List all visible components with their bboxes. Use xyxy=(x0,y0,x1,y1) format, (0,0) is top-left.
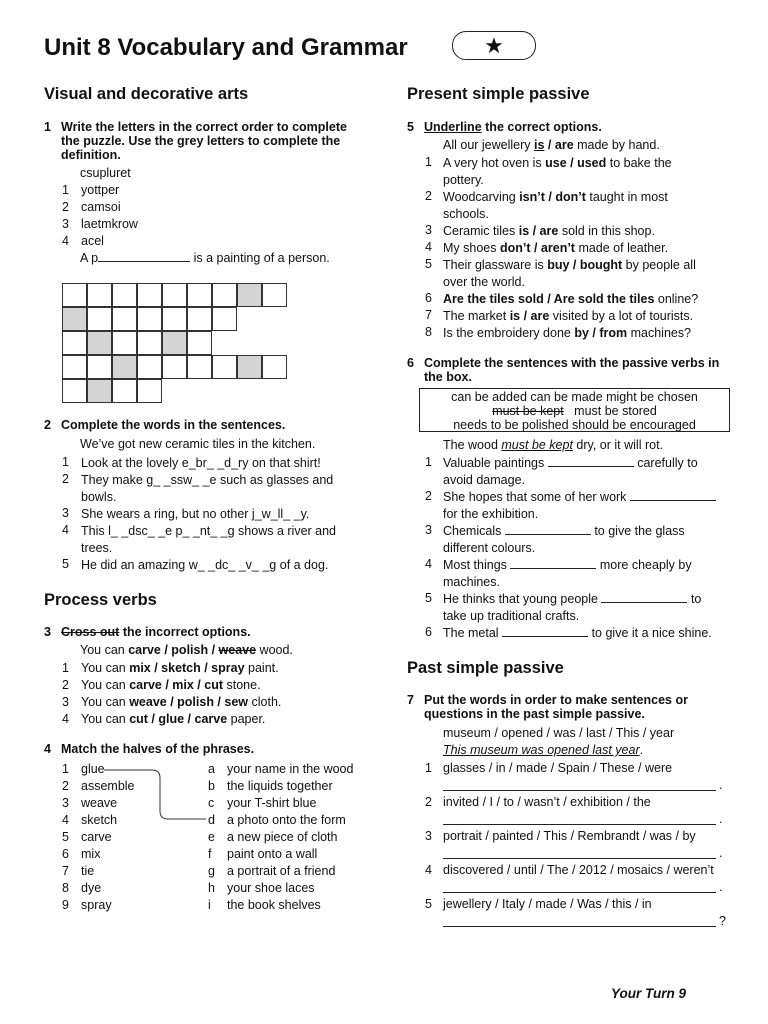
crossword-cell[interactable] xyxy=(187,307,212,331)
answer-line-end: . xyxy=(719,812,723,826)
crossword-cell[interactable] xyxy=(237,283,262,307)
crossword-cell[interactable] xyxy=(162,355,187,379)
ex2-instruction: 2 Complete the words in the sentences. xyxy=(44,418,286,432)
crossword-cell[interactable] xyxy=(87,307,112,331)
answer-line[interactable] xyxy=(443,892,716,893)
ex1-definition: A p is a painting of a person. xyxy=(80,251,330,265)
answer-blank[interactable] xyxy=(502,625,588,637)
crossword-cell[interactable] xyxy=(137,307,162,331)
star-icon: ★ xyxy=(484,33,504,58)
section-heading-visual-arts: Visual and decorative arts xyxy=(44,85,249,103)
crossword-cell[interactable] xyxy=(162,307,187,331)
answer-blank[interactable] xyxy=(510,557,596,569)
crossword-cell[interactable] xyxy=(62,379,87,403)
answer-line-end: . xyxy=(719,778,723,792)
crossword-cell[interactable] xyxy=(212,283,237,307)
ex7-instruction: 7 Put the words in order to make sentences or questions in the past simple passive. xyxy=(407,693,688,721)
ex6-instruction: 6 Complete the sentences with the passive verbs in the box. xyxy=(407,356,720,384)
crossword-grid xyxy=(62,283,294,404)
page-title: Unit 8 Vocabulary and Grammar xyxy=(44,34,408,61)
ex3-instruction: 3 Cross out the incorrect options. xyxy=(44,625,251,639)
crossword-cell[interactable] xyxy=(137,331,162,355)
answer-line[interactable] xyxy=(443,926,716,927)
ex3-example: You can carve / polish / weave wood. xyxy=(80,643,293,657)
crossword-cell[interactable] xyxy=(187,355,212,379)
crossword-cell[interactable] xyxy=(62,331,87,355)
ex5-example: All our jewellery is / are made by hand. xyxy=(443,138,660,152)
ex2-example: We’ve got new ceramic tiles in the kitchen. xyxy=(80,437,316,451)
crossword-cell[interactable] xyxy=(212,355,237,379)
answer-line[interactable] xyxy=(443,858,716,859)
ex1-instruction: 1 Write the letters in the correct order to complete the puzzle. Use the grey letters to complete the definition. xyxy=(44,120,347,162)
crossword-cell[interactable] xyxy=(87,379,112,403)
crossword-cell[interactable] xyxy=(62,307,87,331)
star-badge xyxy=(452,31,536,60)
crossword-cell[interactable] xyxy=(62,355,87,379)
crossword-cell[interactable] xyxy=(137,355,162,379)
crossword-cell[interactable] xyxy=(212,307,237,331)
crossword-cell[interactable] xyxy=(112,331,137,355)
section-heading-past-passive: Past simple passive xyxy=(407,659,564,677)
section-heading-present-passive: Present simple passive xyxy=(407,85,590,103)
crossword-cell[interactable] xyxy=(112,307,137,331)
answer-blank[interactable] xyxy=(548,455,634,467)
footer-brand: Your Turn 9 xyxy=(610,986,686,1001)
ex6-example: The wood must be kept dry, or it will rot. xyxy=(443,438,664,452)
answer-line-end: . xyxy=(719,880,723,894)
crossword-cell[interactable] xyxy=(137,379,162,403)
answer-blank[interactable] xyxy=(505,523,591,535)
crossword-cell[interactable] xyxy=(187,331,212,355)
crossword-cell[interactable] xyxy=(62,283,87,307)
crossword-cell[interactable] xyxy=(137,283,162,307)
crossword-cell[interactable] xyxy=(162,283,187,307)
ex5-instruction: 5 Underline the correct options. xyxy=(407,120,602,134)
ex7-example-words: museum / opened / was / last / This / year xyxy=(443,726,675,740)
crossword-cell[interactable] xyxy=(262,355,287,379)
crossword-cell[interactable] xyxy=(262,283,287,307)
ex7-example-answer: This museum was opened last year. xyxy=(443,743,644,757)
answer-blank[interactable] xyxy=(601,591,687,603)
crossword-cell[interactable] xyxy=(112,283,137,307)
answer-line[interactable] xyxy=(443,824,716,825)
answer-blank[interactable] xyxy=(630,489,716,501)
crossword-cell[interactable] xyxy=(162,331,187,355)
ex4-instruction: 4 Match the halves of the phrases. xyxy=(44,742,255,756)
answer-line-end: ? xyxy=(719,914,726,928)
crossword-cell[interactable] xyxy=(237,355,262,379)
ex1-example: csupluret xyxy=(80,166,131,180)
match-connector-line xyxy=(100,766,210,826)
crossword-cell[interactable] xyxy=(187,283,212,307)
answer-line[interactable] xyxy=(443,790,716,791)
word-box: can be added can be made might be chosen must be kept must be stored needs to be polished should be encouraged xyxy=(419,388,730,432)
section-heading-process-verbs: Process verbs xyxy=(44,591,157,609)
crossword-cell[interactable] xyxy=(87,355,112,379)
answer-line-end: . xyxy=(719,846,723,860)
crossword-cell[interactable] xyxy=(112,379,137,403)
crossword-cell[interactable] xyxy=(112,355,137,379)
crossword-cell[interactable] xyxy=(87,283,112,307)
crossword-cell[interactable] xyxy=(87,331,112,355)
